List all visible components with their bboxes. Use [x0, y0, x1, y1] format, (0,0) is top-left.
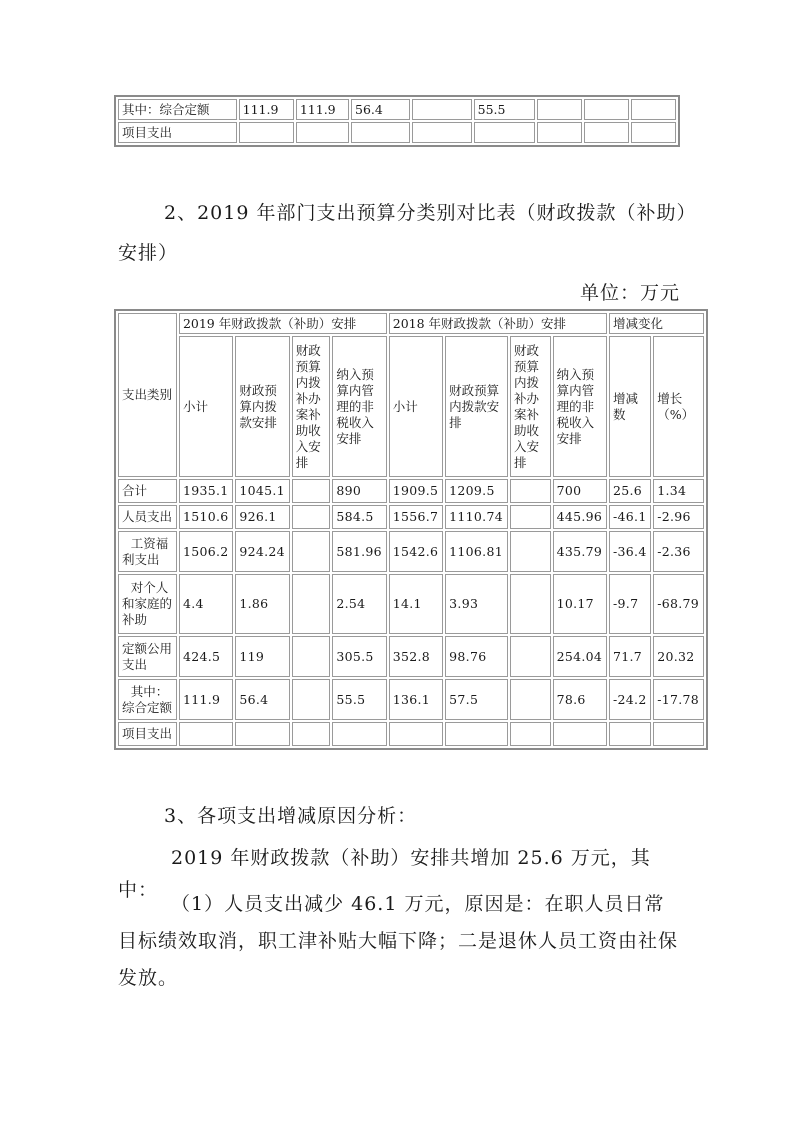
row-label: 项目支出: [118, 122, 237, 143]
table-cell: [510, 636, 551, 677]
table-cell: 1506.2: [179, 531, 233, 572]
table-cell: 4.4: [179, 574, 233, 634]
table-cell: [631, 99, 676, 120]
table-cell: [389, 722, 443, 746]
table-cell: 119: [235, 636, 289, 677]
table-header-row-2: [118, 336, 704, 477]
table-cell: [445, 722, 508, 746]
table-cell: 1542.6: [389, 531, 443, 572]
table-cell: 435.79: [553, 531, 607, 572]
expenditure-comparison-table: [114, 309, 708, 750]
table-cell: [179, 722, 233, 746]
table-cell: 55.5: [332, 679, 386, 720]
table-row: [118, 122, 676, 143]
table-cell: 1.86: [235, 574, 289, 634]
table-cell: [510, 722, 551, 746]
table-cell: 78.6: [553, 679, 607, 720]
table-cell: [510, 479, 551, 503]
table-row: [118, 722, 704, 746]
table-cell: [584, 122, 629, 143]
table-cell: -2.36: [653, 531, 704, 572]
row-label: 工资福利支出: [118, 531, 177, 572]
table-cell: [510, 679, 551, 720]
table-cell: 352.8: [389, 636, 443, 677]
table-cell: [296, 122, 349, 143]
table-cell: 56.4: [351, 99, 410, 120]
table-cell: [584, 99, 629, 120]
table-cell: 71.7: [609, 636, 651, 677]
table-cell: 136.1: [389, 679, 443, 720]
row-label: 合计: [118, 479, 177, 503]
table-cell: 1935.1: [179, 479, 233, 503]
table-cell: [292, 574, 331, 634]
table-cell: [239, 122, 294, 143]
table-body: [118, 479, 704, 746]
subheader-change-amount: 增减数: [609, 336, 651, 477]
table-row: [118, 505, 704, 529]
table-cell: 14.1: [389, 574, 443, 634]
table-cell: 57.5: [445, 679, 508, 720]
row-label: 对个人和家庭的补助: [118, 574, 177, 634]
table-cell: 1106.81: [445, 531, 508, 572]
table-cell: 56.4: [235, 679, 289, 720]
group-header-change: 增减变化: [609, 313, 704, 334]
table-cell: -36.4: [609, 531, 651, 572]
table-cell: 55.5: [474, 99, 535, 120]
table-cell: [631, 122, 676, 143]
group-header-2018: 2018 年财政拨款（补助）安排: [389, 313, 607, 334]
section2-heading: 2、2019 年部门支出预算分类别对比表（财政拨款（补助）安排）: [118, 202, 687, 264]
table-cell: 254.04: [553, 636, 607, 677]
table-cell: [292, 722, 331, 746]
subheader-2018-nontax: 纳入预算内管理的非税收入安排: [553, 336, 607, 477]
table-cell: [510, 531, 551, 572]
table-cell: [510, 505, 551, 529]
table-cell: -46.1: [609, 505, 651, 529]
category-header: 支出类别: [118, 313, 177, 477]
table-cell: 98.76: [445, 636, 508, 677]
table-cell: 1.34: [653, 479, 704, 503]
table-cell: 700: [553, 479, 607, 503]
subheader-2018-subtotal: 小计: [389, 336, 443, 477]
table-cell: [412, 122, 471, 143]
table-cell: 445.96: [553, 505, 607, 529]
table-row: [118, 574, 704, 634]
table-cell: [332, 722, 386, 746]
table-cell: 926.1: [235, 505, 289, 529]
table-cell: 581.96: [332, 531, 386, 572]
section3-paragraph-1: 2019 年财政拨款（补助）安排共增加 25.6 万元，其中：: [118, 847, 651, 901]
continued-table-body: [118, 99, 676, 143]
subheader-2018-case-subsidy: 财政预算内拨补办案补助收入安排: [510, 336, 551, 477]
table-cell: 2.54: [332, 574, 386, 634]
subheader-2019-case-subsidy: 财政预算内拨补办案补助收入安排: [292, 336, 331, 477]
section3-paragraph-2: （1）人员支出减少 46.1 万元，原因是：在职人员日常目标绩效取消，职工津补贴大幅下降；二是退休人员工资由社保发放。: [118, 893, 679, 989]
row-label: 项目支出: [118, 722, 177, 746]
table-cell: [292, 679, 331, 720]
table-cell: -68.79: [653, 574, 704, 634]
table-cell: -9.7: [609, 574, 651, 634]
table-cell: [412, 99, 471, 120]
table-cell: [474, 122, 535, 143]
table-cell: 1510.6: [179, 505, 233, 529]
table-cell: [510, 574, 551, 634]
row-label: 其中：综合定额: [118, 99, 237, 120]
subheader-2019-subtotal: 小计: [179, 336, 233, 477]
table-row: [118, 531, 704, 572]
table-cell: 111.9: [179, 679, 233, 720]
continued-table: [114, 95, 680, 147]
table-cell: 3.93: [445, 574, 508, 634]
table-row: [118, 479, 704, 503]
table-cell: -24.2: [609, 679, 651, 720]
table-cell: [235, 722, 289, 746]
section3-heading: 3、各项支出增减原因分析：: [164, 805, 418, 827]
table-cell: [292, 636, 331, 677]
table-cell: [292, 531, 331, 572]
subheader-2018-budget: 财政预算内拨款安排: [445, 336, 508, 477]
table-cell: 1909.5: [389, 479, 443, 503]
table-cell: 111.9: [296, 99, 349, 120]
table-cell: 20.32: [653, 636, 704, 677]
table-cell: 305.5: [332, 636, 386, 677]
group-header-2019: 2019 年财政拨款（补助）安排: [179, 313, 387, 334]
row-label: 定额公用支出: [118, 636, 177, 677]
subheader-change-percent: 增长（%）: [653, 336, 704, 477]
table-cell: [537, 99, 582, 120]
table-cell: -17.78: [653, 679, 704, 720]
table-cell: 1556.7: [389, 505, 443, 529]
table-cell: 10.17: [553, 574, 607, 634]
table-cell: [351, 122, 410, 143]
table-cell: 890: [332, 479, 386, 503]
table-cell: [292, 479, 331, 503]
table-cell: 25.6: [609, 479, 651, 503]
table-cell: [609, 722, 651, 746]
table-cell: [553, 722, 607, 746]
row-label: 其中：综合定额: [118, 679, 177, 720]
table-cell: 1209.5: [445, 479, 508, 503]
subheader-2019-budget: 财政预算内拨款安排: [235, 336, 289, 477]
table-cell: 584.5: [332, 505, 386, 529]
unit-label: 单位：万元: [579, 282, 680, 304]
row-label: 人员支出: [118, 505, 177, 529]
table-cell: 924.24: [235, 531, 289, 572]
table-cell: -2.96: [653, 505, 704, 529]
table-cell: 1045.1: [235, 479, 289, 503]
table-row: [118, 99, 676, 120]
subheader-2019-nontax: 纳入预算内管理的非税收入安排: [332, 336, 386, 477]
table-row: [118, 679, 704, 720]
table-cell: [292, 505, 331, 529]
table-cell: 111.9: [239, 99, 294, 120]
table-cell: 1110.74: [445, 505, 508, 529]
table-header-row-1: [118, 313, 704, 334]
table-cell: [653, 722, 704, 746]
table-cell: [537, 122, 582, 143]
table-cell: 424.5: [179, 636, 233, 677]
table-row: [118, 636, 704, 677]
